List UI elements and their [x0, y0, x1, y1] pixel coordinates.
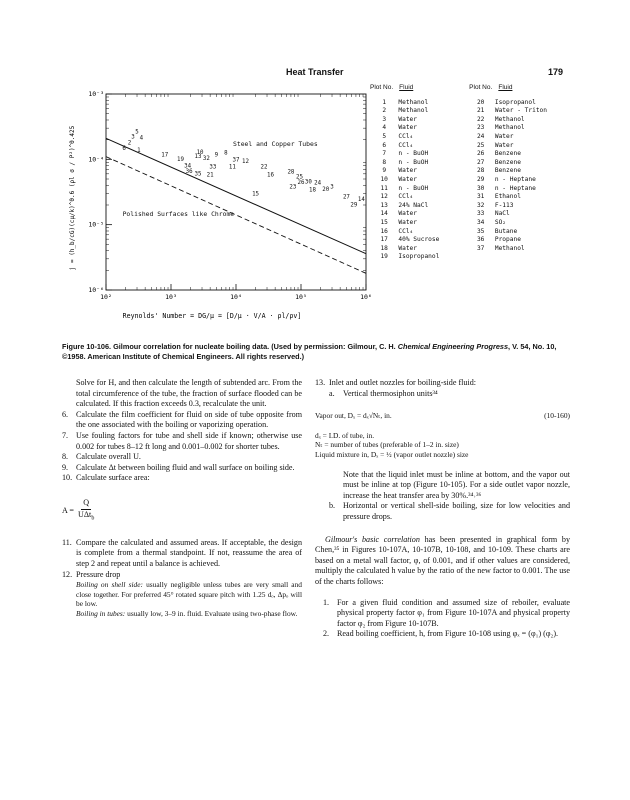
legend-plot-number: 5 — [382, 132, 387, 140]
legend-plot-number: 14 — [380, 210, 388, 218]
tube-side-label: Boiling in tubes: — [76, 608, 126, 618]
running-header-title: Heat Transfer — [286, 67, 344, 77]
x-tick-label: 10³ — [165, 293, 177, 301]
data-point-label: 36 — [185, 168, 193, 175]
legend-row — [370, 133, 580, 142]
legend-plot-number: 36 — [476, 236, 485, 244]
item-number: 10. — [62, 473, 73, 483]
item-text: Inlet and outlet nozzles for boiling-side fluid: — [329, 378, 476, 387]
data-point-label: 6 — [122, 145, 126, 152]
item-number: 11. — [62, 537, 72, 547]
item-text: Compare the calculated and assumed areas. If acceptable, the design is complete from a thermal standpoint. If not, reassume the area of step 2 and repeat until a balance is achieved. — [76, 537, 302, 568]
item-number: b. — [329, 501, 336, 511]
data-point-label: 1 — [137, 147, 141, 154]
item-text: Calculate overall U. — [76, 452, 141, 462]
list-item — [315, 629, 570, 640]
legend-plot-number: 3 — [382, 115, 387, 123]
legend-fluid: n - BuOH — [398, 184, 429, 192]
legend-fluid: Water — [398, 167, 418, 175]
tube-side-note — [62, 609, 302, 619]
data-point-label: 23 — [289, 184, 297, 191]
y-tick-label: 10⁻⁵ — [88, 220, 104, 229]
item-text: For a given fluid condition and assumed size of reboiler, evaluate physical property factor φ₁ from Figure 10-107A and physical property factor φ₂ from Figure 10-107B. — [337, 597, 570, 628]
right-column — [315, 378, 570, 640]
legend-row — [370, 176, 580, 185]
legend-plot-number: 15 — [380, 218, 388, 226]
legend-fluid: Water — [494, 132, 514, 140]
equation-denominator: UΔt$_b$ — [78, 509, 95, 522]
legend-row — [370, 150, 580, 159]
legend-fluid: n - Heptane — [494, 184, 536, 192]
legend-fluid: Water — [398, 124, 418, 132]
legend-row — [370, 236, 580, 245]
legend-fluid: Benzene — [494, 167, 521, 175]
equation-text: Vapor out, Dₓ = dₓ√Nₜ, in. — [315, 411, 392, 421]
item-number: 13. — [315, 378, 326, 387]
item-number: 9. — [62, 462, 69, 472]
caption-journal: Chemical Engineering Progress — [397, 342, 509, 351]
data-point-label: 18 — [308, 187, 316, 194]
equation-numerator: Q — [81, 498, 91, 510]
legend-fluid: Water — [398, 175, 418, 183]
legend-fluid: Methanol — [494, 124, 525, 132]
y-axis-label: j = (h_b/cG)(cμ/k)^0.6 (ρl σ / P²)^0.425 — [69, 125, 76, 271]
legend-plot-number: 26 — [476, 150, 485, 158]
y-tick-label: 10⁻⁴ — [88, 155, 104, 164]
figure-caption — [62, 342, 568, 362]
definition-line: dₓ = I.D. of tube, in. — [315, 430, 375, 440]
list-item — [62, 410, 302, 431]
legend-plot-number: 27 — [476, 158, 485, 166]
steel-copper-line — [106, 135, 366, 253]
legend-row — [370, 167, 580, 176]
legend-row — [370, 116, 580, 125]
legend-fluid: CCl₄ — [398, 227, 414, 235]
data-point-label: 13 — [194, 153, 202, 160]
area-equation — [62, 498, 302, 524]
list-item — [315, 501, 570, 522]
legend-plot-number: 10 — [380, 175, 388, 183]
paragraph-text: has been presented in graphical form by Chen,³⁵ in Figures 10-107A, 10-107B, 10-108, and 10-109. These charts are based on a metal wall factor, φ, of 0.001, and if other values are considered, multiply the calculated h value by the ratio of the new factor to 0.001. The use of the charts follows: — [315, 534, 570, 586]
item-text: Horizontal or vertical shell-side boiling, size for low velocities and pressure drops. — [343, 501, 570, 521]
data-point-label: 4 — [139, 135, 144, 142]
legend-fluid: Methanol — [494, 244, 525, 252]
item-text: Calculate the film coefficient for fluid on side of tube opposite from the one associated with the boiling or vaporizing operation. — [76, 409, 302, 430]
data-point-label: 22 — [260, 164, 268, 171]
legend-fluid: Isopropanol — [398, 253, 440, 261]
legend-fluid: Benzene — [494, 150, 521, 158]
legend-header-fluid-2: Fluid — [498, 84, 513, 91]
x-tick-label: 10² — [100, 293, 112, 301]
legend-plot-number: 11 — [380, 184, 388, 192]
legend-plot-number: 9 — [382, 167, 387, 175]
legend-fluid: Water — [398, 244, 418, 252]
page-number: 179 — [548, 67, 564, 77]
data-point-label: 11 — [228, 164, 236, 171]
equation-number: (10-160) — [544, 411, 570, 421]
legend-header — [370, 84, 580, 93]
steel-copper-annotation: Steel and Copper Tubes — [233, 139, 318, 148]
data-point-label: 32 — [202, 155, 210, 162]
data-point-label: 19 — [177, 156, 184, 163]
item-text: Vertical thermosiphon units³⁴ — [343, 388, 438, 398]
data-point-label: 28 — [287, 169, 295, 176]
legend-plot-number: 1 — [382, 98, 387, 106]
legend-header-plot: Plot No. — [370, 84, 394, 91]
data-point-label: 17 — [161, 152, 169, 159]
data-point-label: 10 — [196, 150, 204, 157]
y-tick-label: 10⁻³ — [88, 90, 104, 98]
item-text: Calculate Δt between boiling fluid and wall surface on boiling side. — [76, 462, 295, 472]
legend-plot-number: 17 — [380, 236, 388, 244]
vapor-out-equation — [315, 411, 570, 421]
legend-fluid: 24% NaCl — [398, 201, 429, 209]
legend-fluid: F-113 — [494, 201, 514, 209]
legend-plot-number: 20 — [476, 98, 485, 106]
data-point-label: 3 — [131, 134, 135, 141]
data-point-label: 25 — [296, 174, 304, 181]
legend-fluid: Methanol — [398, 107, 429, 115]
legend-plot-number: 6 — [382, 141, 387, 149]
legend-plot-number: 18 — [380, 244, 388, 252]
data-point-label: 14 — [357, 197, 365, 204]
x-tick-label: 10⁴ — [230, 293, 242, 301]
legend-plot-number: 23 — [476, 124, 485, 132]
legend-plot-number: 12 — [380, 193, 388, 201]
legend-plot-number: 16 — [380, 227, 388, 235]
nozzle-note: Note that the liquid inlet must be inline at bottom, and the vapor out must be inline at top (Figure 10-105). For a side outlet vapor nozzle, increase the heat transfer area by 30%.³⁴˒³⁶ — [343, 469, 570, 500]
legend-fluid: n - BuOH — [398, 158, 429, 166]
data-point-label: 2 — [127, 140, 132, 147]
caption-rest: , V. 54, No. 10, ©1958. American Institute of Chemical Engineers. All rights reserved.) — [62, 342, 557, 361]
legend-header-fluid: Fluid — [399, 84, 414, 91]
legend-plot-number: 28 — [476, 167, 485, 175]
data-point-label: 21 — [206, 172, 214, 179]
legend-fluid: CCl₄ — [398, 141, 414, 149]
equation-lhs: A = — [62, 505, 74, 515]
polished-surface-annotation: Polished Surfaces like Chrome — [122, 210, 235, 219]
legend-plot-number: 32 — [476, 201, 485, 209]
data-point-label: 26 — [297, 179, 305, 186]
item-text: Read boiling coefficient, h, from Figure 10-108 using φₓ = (φ₁) (φ₂). — [337, 629, 559, 639]
legend-fluid: SO₂ — [494, 218, 507, 226]
data-point-label: 34 — [184, 163, 192, 170]
item-number: a. — [329, 388, 335, 398]
data-point-label: 12 — [242, 158, 249, 165]
caption-text: Figure 10-106. Gilmour correlation for nucleate boiling data. (Used by permission: Gilmour, C. H. — [62, 342, 398, 351]
gilmour-correlation-chart — [62, 80, 372, 330]
data-point-label: 24 — [314, 180, 322, 187]
legend-row — [370, 107, 580, 116]
legend-row — [370, 159, 580, 168]
legend-rows — [370, 99, 580, 262]
legend-plot-number: 4 — [382, 124, 387, 132]
data-point-label: 35 — [194, 171, 202, 178]
legend-row — [370, 142, 580, 151]
legend-fluid: Water - Triton — [494, 107, 548, 115]
legend-row — [370, 228, 580, 237]
legend-header-plot-2: Plot No. — [469, 84, 493, 91]
y-tick-label: 10⁻⁶ — [88, 286, 104, 294]
legend-fluid: Methanol — [398, 98, 429, 106]
list-item — [62, 538, 302, 570]
definition-line: Liquid mixture in, Dₓ = ½ (vapor outlet nozzle) size — [315, 449, 469, 459]
list-item — [62, 570, 302, 581]
legend-plot-number: 8 — [382, 158, 387, 166]
plot-legend — [370, 84, 580, 262]
data-point-label: 27 — [342, 194, 350, 201]
legend-fluid: Benzene — [494, 158, 521, 166]
legend-fluid: Isopropanol — [494, 98, 536, 106]
legend-fluid: CCl₄ — [398, 193, 414, 201]
equation-fraction — [78, 498, 94, 524]
legend-plot-number: 35 — [476, 227, 485, 235]
item-number: 1. — [323, 597, 330, 607]
item-number: 6. — [62, 409, 69, 419]
item-text: Use fouling factors for tube and shell side if known; otherwise use 0.002 for tubes 8–12 ft long and 0.001–0.002 for shorter tubes. — [76, 430, 302, 451]
legend-row — [370, 253, 580, 262]
legend-fluid: Water — [494, 141, 514, 149]
list-item — [315, 389, 570, 400]
legend-plot-number: 25 — [476, 141, 485, 149]
legend-plot-number: 33 — [476, 210, 485, 218]
data-point-label: 30 — [304, 179, 312, 186]
tube-side-text: usually low, 3–9 in. fluid. Evaluate using two-phase flow. — [127, 608, 298, 618]
legend-fluid: Propane — [494, 236, 521, 244]
data-point-label: 9 — [214, 152, 219, 159]
legend-plot-number: 13 — [380, 201, 388, 209]
data-point-label: 5 — [135, 129, 139, 136]
legend-plot-number: 21 — [476, 107, 485, 115]
legend-plot-number — [466, 253, 494, 262]
legend-fluid: Water — [398, 210, 418, 218]
data-point-label: 37 — [232, 157, 240, 164]
intro-paragraph: Solve for H, and then calculate the length of subtended arc. From the total circumference of the tube, the fraction of surface flooded can be calculated. If this fraction exceeds 0.3, recalculate the unit. — [76, 378, 302, 409]
legend-plot-number: 34 — [476, 218, 485, 226]
list-item — [62, 473, 302, 484]
data-point-label: 3 — [330, 184, 334, 191]
definition-line: Nₜ = number of tubes (preferable of 1–2 in. size) — [315, 440, 459, 450]
x-tick-label: 10⁵ — [295, 293, 307, 301]
gilmour-paragraph — [315, 535, 570, 588]
item-text: Calculate surface area: — [76, 473, 150, 483]
list-item — [62, 431, 302, 452]
item-text: Pressure drop — [76, 569, 121, 579]
x-tick-label: 10⁶ — [360, 293, 372, 301]
legend-fluid: NaCl — [494, 210, 510, 218]
left-column — [62, 378, 302, 618]
legend-fluid: Butane — [494, 227, 518, 235]
list-item — [315, 378, 570, 389]
legend-fluid: Water — [398, 218, 418, 226]
legend-plot-number: 19 — [380, 253, 388, 261]
list-item — [62, 452, 302, 463]
legend-row — [370, 245, 580, 254]
item-number: 12. — [62, 569, 73, 579]
legend-plot-number: 7 — [382, 150, 387, 158]
legend-plot-number: 31 — [476, 193, 485, 201]
legend-plot-number: 22 — [476, 115, 485, 123]
legend-plot-number: 30 — [476, 184, 485, 192]
legend-row — [370, 124, 580, 133]
legend-fluid: n - BuOH — [398, 150, 429, 158]
legend-row — [370, 210, 580, 219]
legend-plot-number: 29 — [476, 175, 485, 183]
item-number: 7. — [62, 430, 69, 440]
legend-plot-number: 2 — [382, 107, 387, 115]
legend-row — [370, 185, 580, 194]
legend-plot-number: 24 — [476, 132, 485, 140]
paragraph-label: Gilmour's basic correlation — [325, 534, 420, 544]
legend-row — [370, 219, 580, 228]
list-item — [62, 463, 302, 474]
legend-row — [370, 99, 580, 108]
data-point-label: 20 — [322, 186, 330, 193]
legend-fluid: Methanol — [494, 115, 525, 123]
legend-row — [370, 202, 580, 211]
shell-side-label: Boiling on shell side: — [76, 580, 143, 590]
shell-side-text: usually negligible unless tubes are very small and close together. For preferred 45° rotated square pitch with 1.25 dₒ, Δpₒ will be low. — [76, 580, 302, 609]
legend-fluid: n - Heptane — [494, 175, 536, 183]
legend-fluid: CCl₄ — [398, 132, 414, 140]
shell-side-note — [62, 580, 302, 609]
legend-fluid: Water — [398, 115, 418, 123]
legend-fluid: Ethanol — [494, 193, 521, 201]
legend-row — [370, 193, 580, 202]
data-point-label: 15 — [252, 191, 260, 198]
legend-plot-number: 37 — [476, 244, 485, 252]
item-number: 2. — [323, 629, 330, 639]
list-item — [315, 598, 570, 630]
data-point-label: 8 — [224, 150, 228, 157]
item-number: 8. — [62, 452, 69, 462]
legend-fluid — [495, 253, 580, 262]
data-point-label: 29 — [350, 202, 358, 209]
legend-fluid: 40% Sucrose — [398, 236, 440, 244]
data-point-label: 16 — [267, 172, 275, 179]
x-axis-label: Reynolds' Number = DG/μ = [D/μ · V/A · ρl/ρv] — [122, 312, 302, 320]
data-point-label: 33 — [209, 164, 217, 171]
